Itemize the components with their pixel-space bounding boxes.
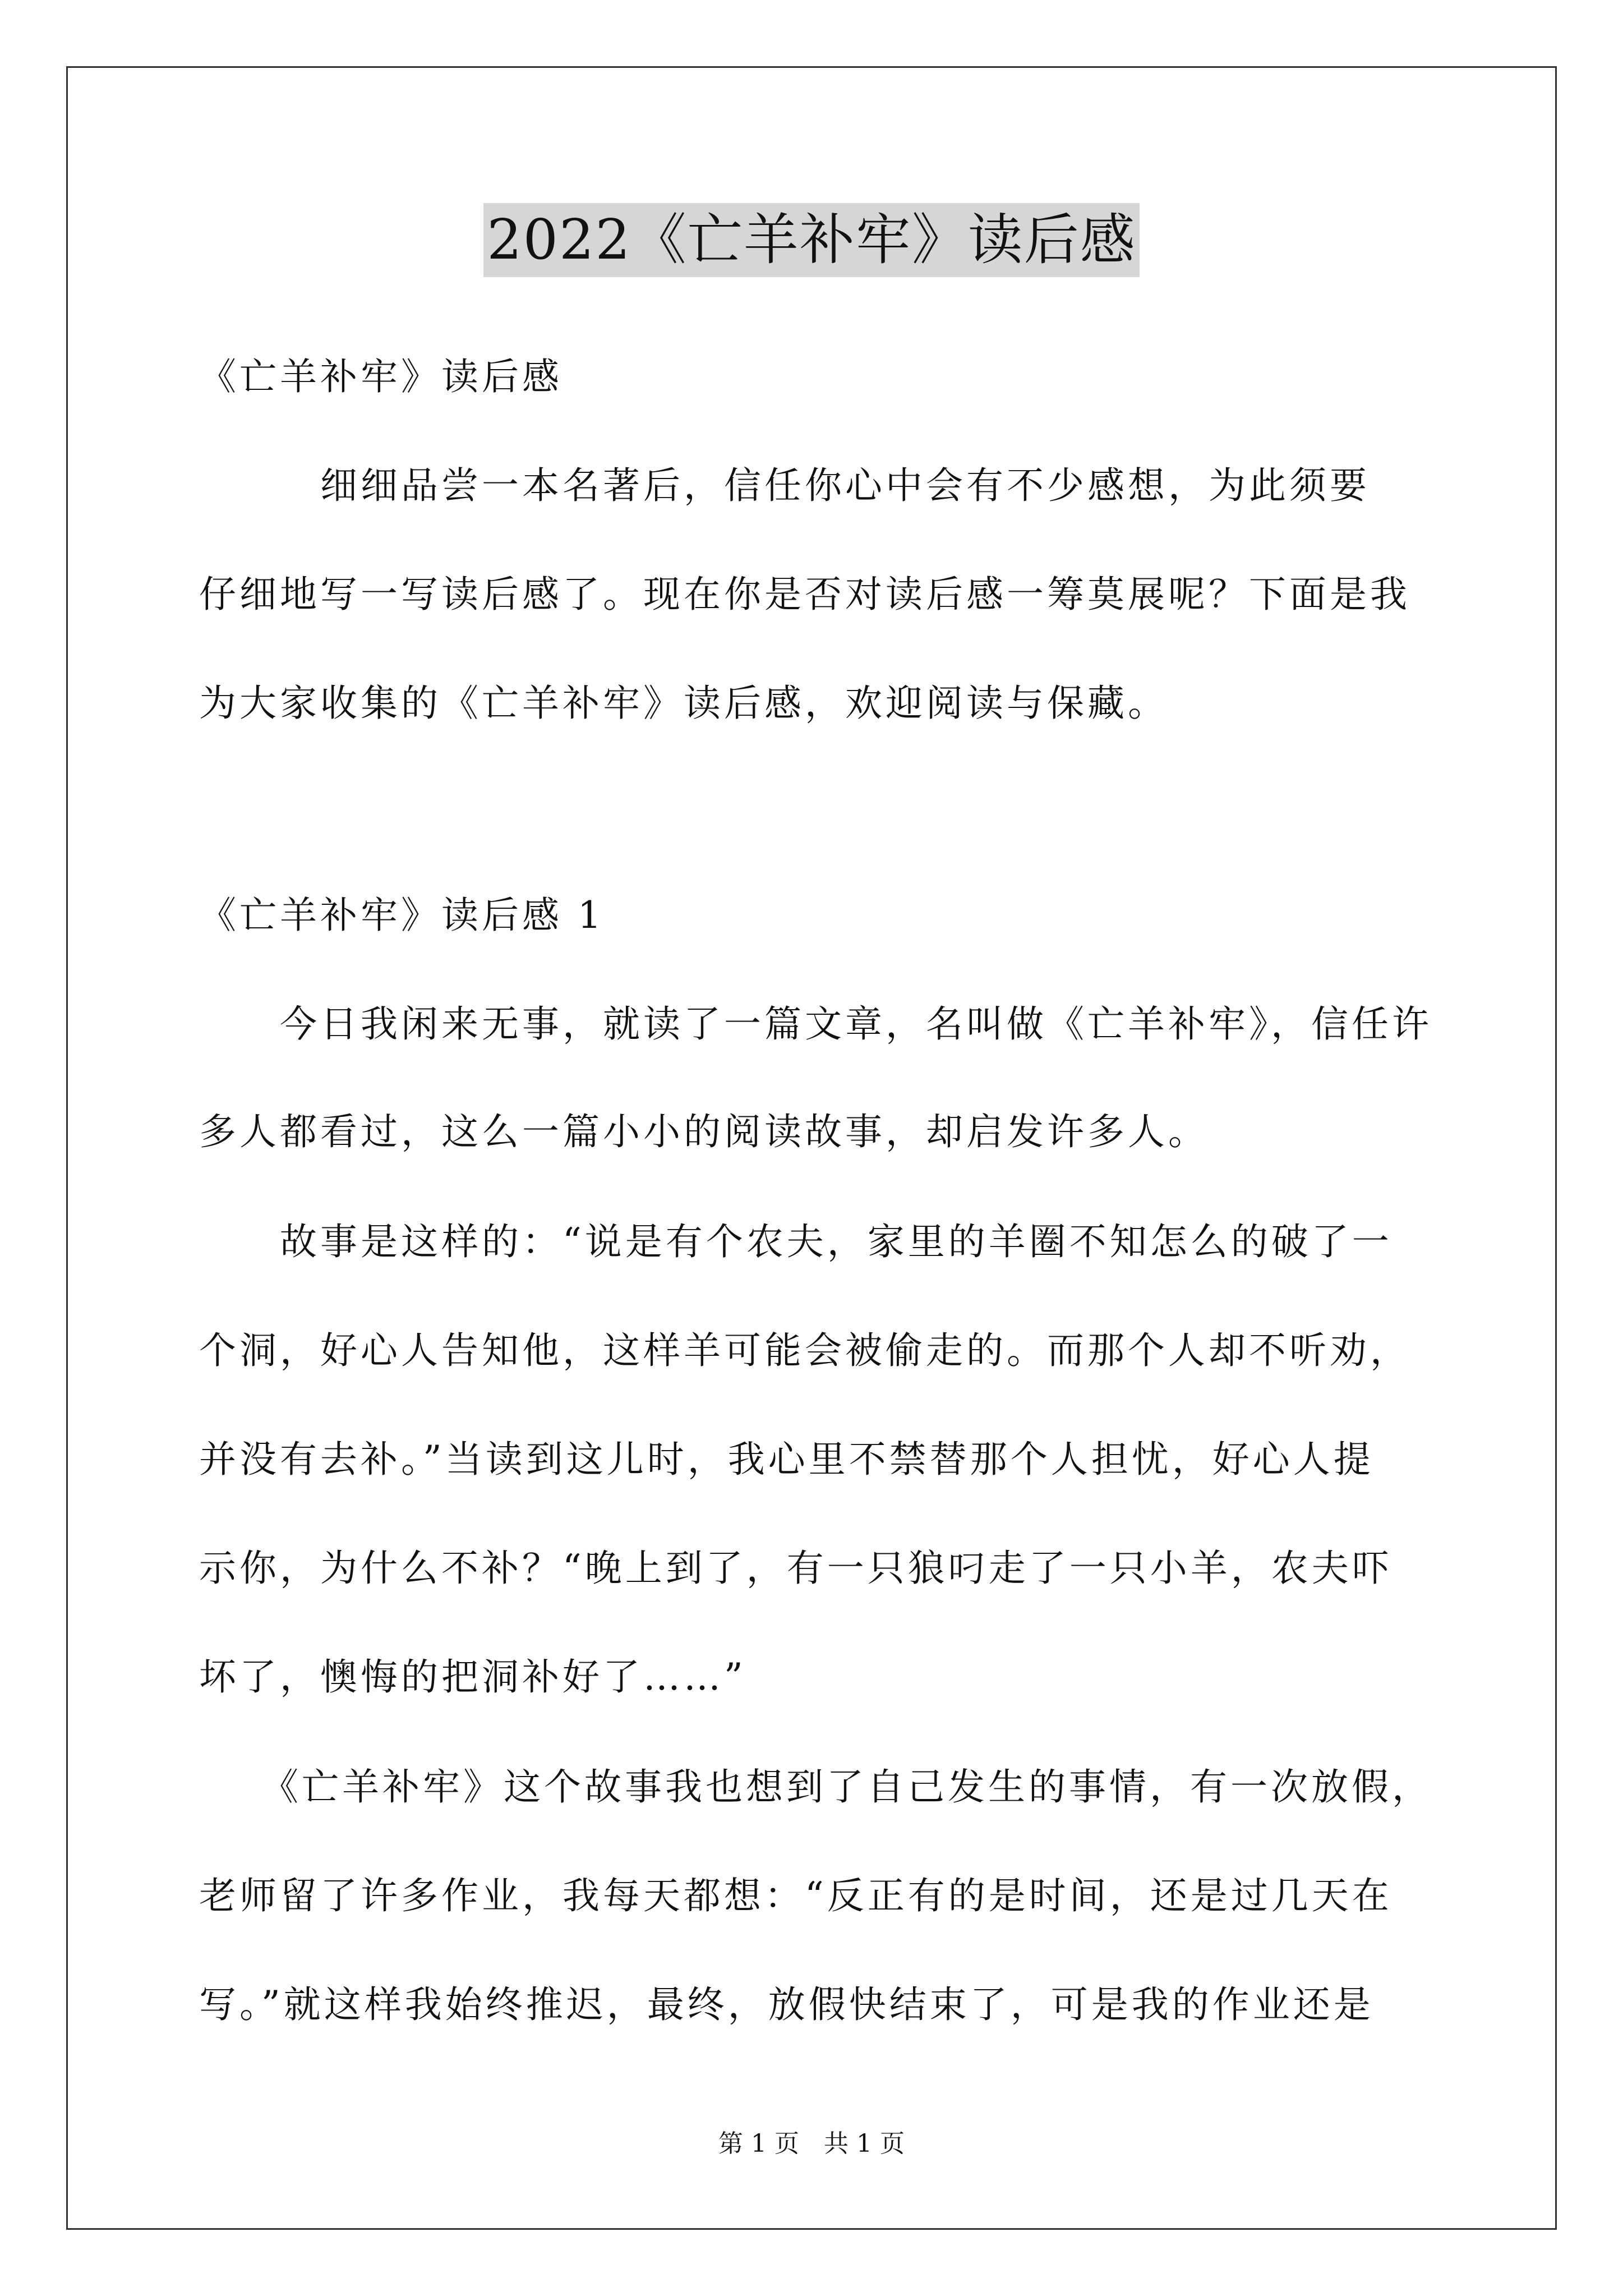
page-footer: 第 1 页 共 1 页 [718,2129,905,2158]
body-line: 老师留了许多作业，我每天都想：“反正有的是时间，还是过几天在 [199,1874,1393,1917]
body-line: 个洞，好心人告知他，这样羊可能会被偷走的。而那个人却不听劝， [199,1329,1410,1372]
body-line: 示你，为什么不补？“晚上到了，有一只狼叼走了一只小羊，农夫吓 [199,1547,1393,1590]
subtitle: 《亡羊补牢》读后感 [199,355,562,398]
intro-line: 仔细地写一写读后感了。现在你是否对读后感一筹莫展呢？下面是我 [199,573,1410,616]
body-line: 故事是这样的：“说是有个农夫，家里的羊圈不知怎么的破了一 [199,1220,1393,1263]
body-line: 《亡羊补牢》这个故事我也想到了自己发生的事情，有一次放假， [199,1765,1432,1809]
intro-line: 为大家收集的《亡羊补牢》读后感，欢迎阅读与保藏。 [199,682,1168,725]
body-line: 坏了，懊悔的把洞补好了……” [199,1655,746,1699]
body-line: 多人都看过，这么一篇小小的阅读故事，却启发许多人。 [199,1110,1209,1153]
document-title: 2022《亡羊补牢》读后感 [483,203,1139,277]
section-heading: 《亡羊补牢》读后感 1 [199,894,605,937]
intro-line: 细细品尝一本名著后，信任你心中会有不少感想，为此须要 [199,464,1370,507]
body-line: 写。”就这样我始终推迟，最终，放假快结束了，可是我的作业还是 [199,1983,1374,2026]
body-line: 并没有去补。”当读到这儿时，我心里不禁替那个人担忧，好心人提 [199,1438,1374,1481]
title-container [0,203,1623,277]
body-line: 今日我闲来无事，就读了一篇文章，名叫做《亡羊补牢》，信任许 [199,1002,1432,1046]
